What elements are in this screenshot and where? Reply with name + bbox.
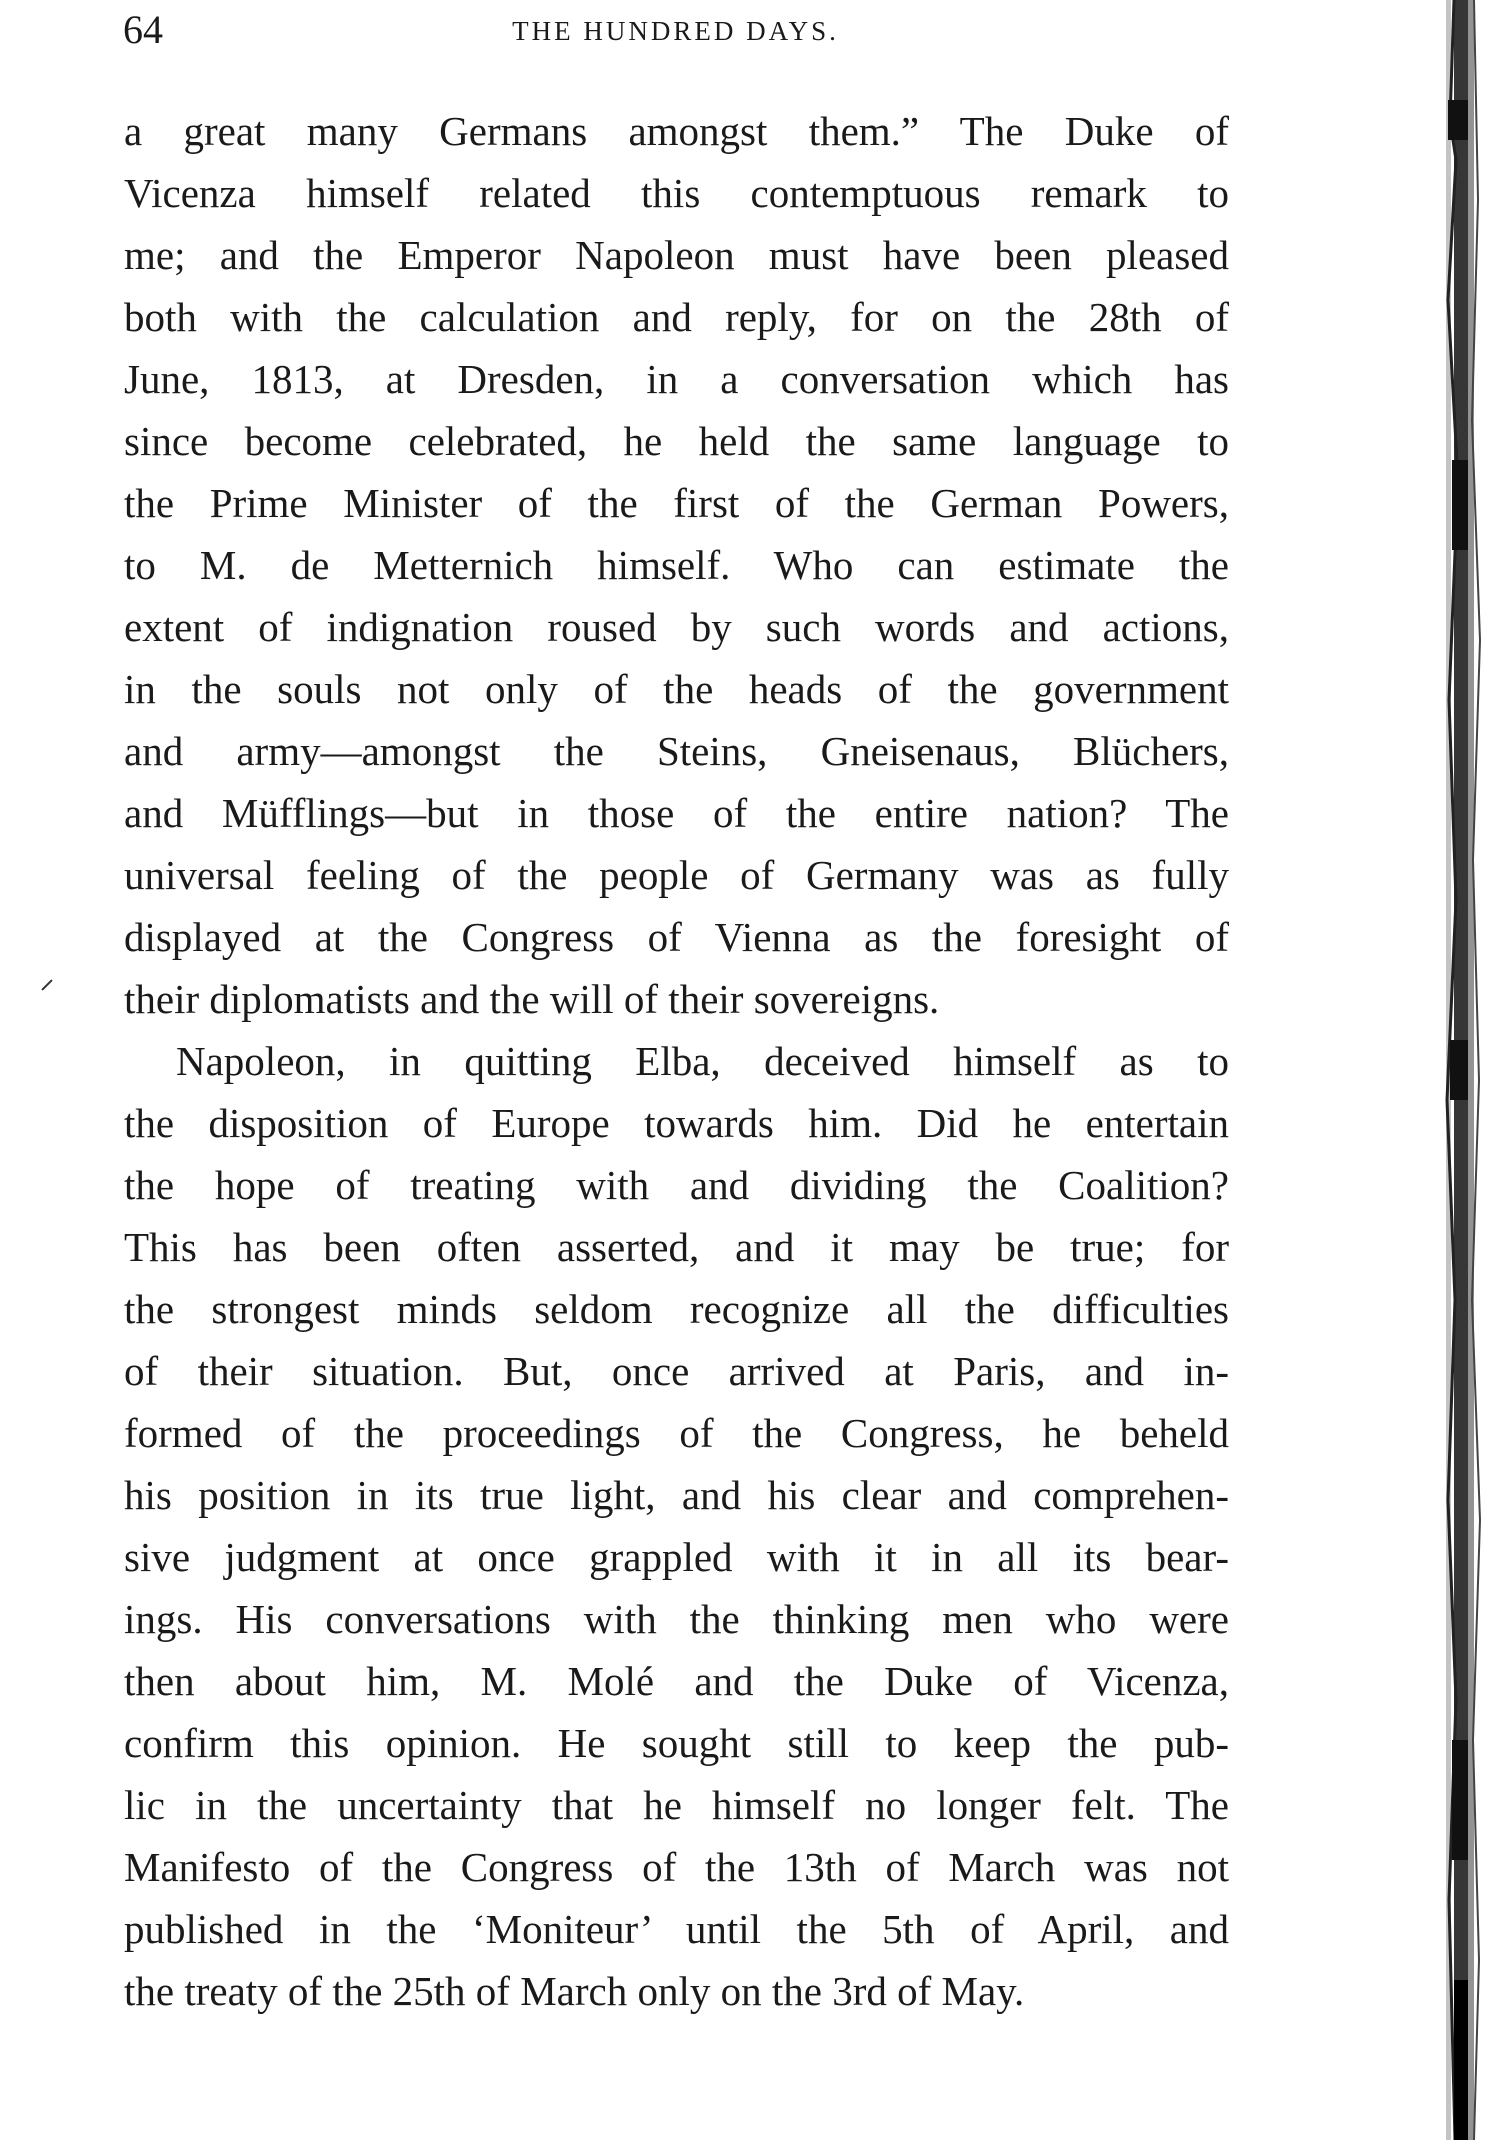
text-line: both with the calculation and reply, for on the 28th of [124, 294, 1229, 340]
scan-speck [41, 979, 52, 990]
binding-edge [1436, 0, 1499, 2140]
page-header [123, 8, 1228, 52]
body-text [124, 100, 1229, 2022]
text-line: their diplomatists and the will of their sovereigns. [124, 976, 940, 1022]
text-line: me; and the Emperor Napoleon must have been pleased [124, 232, 1229, 278]
text-line: the treaty of the 25th of March only on the 3rd of May. [124, 1968, 1025, 2014]
running-head: THE HUNDRED DAYS. [512, 16, 839, 46]
text-line: universal feeling of the people of Germany was as fully [124, 852, 1229, 898]
text-line: the strongest minds seldom recognize all the difficulties [124, 1286, 1229, 1332]
text-line: June, 1813, at Dresden, in a conversation which has [124, 356, 1229, 402]
text-line: his position in its true light, and his clear and comprehen- [124, 1472, 1229, 1518]
text-line: then about him, M. Molé and the Duke of Vicenza, [124, 1658, 1229, 1704]
text-line: This has been often asserted, and it may be true; for [124, 1224, 1229, 1270]
text-line: the Prime Minister of the first of the German Powers, [124, 480, 1229, 526]
text-line: of their situation. But, once arrived at Paris, and in- [124, 1348, 1229, 1394]
text-line: ings. His conversations with the thinking men who were [124, 1596, 1229, 1642]
text-line: Napoleon, in quitting Elba, deceived himself as to [176, 1038, 1229, 1084]
page-number: 64 [123, 7, 163, 52]
text-line: Vicenza himself related this contemptuous remark to [124, 170, 1229, 216]
text-line: extent of indignation roused by such words and actions, [124, 604, 1229, 650]
text-line: Manifesto of the Congress of the 13th of March was not [124, 1844, 1229, 1890]
text-line: and Müfflings—but in those of the entire nation? The [124, 790, 1229, 836]
text-line: sive judgment at once grappled with it in all its bear- [124, 1534, 1229, 1580]
text-line: to M. de Metternich himself. Who can estimate the [124, 542, 1229, 588]
text-line: displayed at the Congress of Vienna as the foresight of [124, 914, 1229, 960]
text-line: in the souls not only of the heads of the government [124, 666, 1229, 712]
text-line: published in the ‘Moniteur’ until the 5th of April, and [124, 1906, 1229, 1952]
text-line: formed of the proceedings of the Congress, he beheld [124, 1410, 1229, 1456]
text-line: lic in the uncertainty that he himself no longer felt. The [124, 1782, 1229, 1828]
text-line: a great many Germans amongst them.” The Duke of [124, 108, 1229, 154]
text-line: confirm this opinion. He sought still to keep the pub- [124, 1720, 1229, 1766]
text-line: and army—amongst the Steins, Gneisenaus, Blüchers, [124, 728, 1229, 774]
text-line: the hope of treating with and dividing the Coalition? [124, 1162, 1229, 1208]
text-line: since become celebrated, he held the same language to [124, 418, 1229, 464]
paragraph-2 [124, 1030, 1229, 2022]
paragraph-1 [124, 100, 1229, 1030]
text-line: the disposition of Europe towards him. Did he entertain [124, 1100, 1229, 1146]
